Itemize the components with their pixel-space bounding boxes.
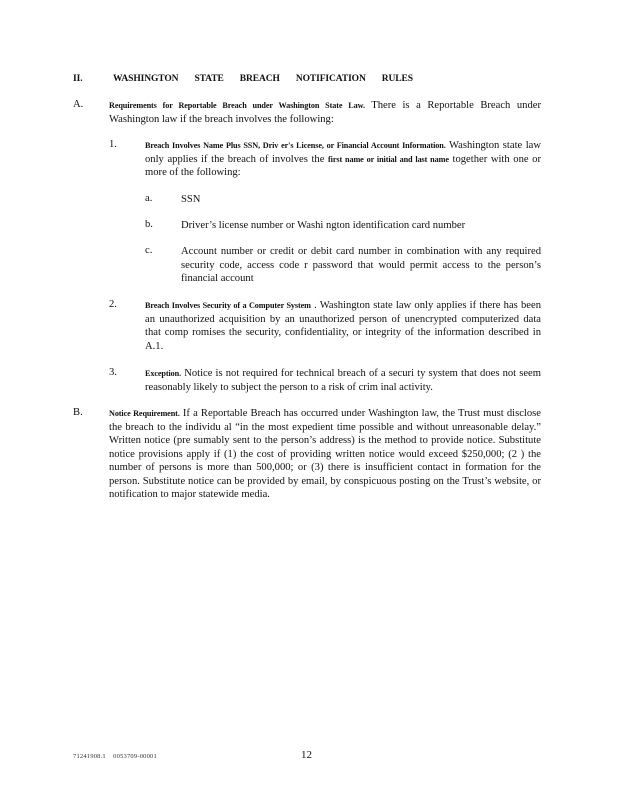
subitem-a-text: SSN (181, 194, 201, 205)
section-title-word: STATE (194, 74, 224, 84)
section-heading (73, 74, 413, 88)
subitem-c-text: Account number or credit or debit card number in combination with any required security code, access code r password that would permit access to the person’s financial account (181, 246, 541, 284)
item-2-paragraph (145, 299, 541, 353)
item-1-heading-2: first name or initial and last name (328, 154, 449, 164)
item-1-text-2: together with one or more of the following: (145, 153, 542, 178)
item-1-paragraph (145, 139, 541, 180)
page-number: 12 (301, 749, 312, 761)
subitem-b-text: Driver’s license number or Washi ngton identification card number (181, 220, 466, 231)
part-b-label: B. (73, 407, 83, 418)
subitem-a-label: a. (145, 193, 153, 204)
footer-document-id: 71241908.1 0053709-00001 (73, 753, 157, 760)
part-a-heading: Requirements for Reportable Breach under Washington State Law. (109, 101, 365, 110)
part-a-text: There is a Reportable Breach under Washington law if the breach involves the following: (109, 100, 541, 125)
part-a-label: A. (73, 99, 84, 110)
part-b-text: If a Reportable Breach has occurred under Washington law, the Trust must disclose the breach to the individu al “in the most expedient time possible and without unreasonable delay.” Written notice (pre sumably sent to the person’s address) is the method to provide notice. Substitute notice provisions apply if (1) the cost of providing written notice would exceed $250,000; (2 ) the number of persons is more than 500,000; or (3) there is insufficient contact in formation for the person. Substitute notice can be provided by email, by conspicuous posting on the Trust’s website, or notification to major statewide media. (109, 408, 541, 500)
item-1-heading: Breach Involves Name Plus SSN, Driv er's License, or Financial Account Information. (145, 141, 446, 150)
item-2-text: . Washington state law only applies if there has been an unauthorized acquisition by an unauthorized person of unencrypted computerized data that comp romises the security, confidentiality, or integrity of the information described in A.1. (145, 300, 542, 352)
item-2-heading: Breach Involves Security of a Computer System (145, 301, 311, 310)
part-a-paragraph (109, 99, 541, 126)
section-title-word: RULES (381, 74, 413, 84)
item-2-label: 2. (109, 299, 117, 310)
item-3-paragraph (145, 367, 541, 394)
part-b-heading: Notice Requirement. (109, 409, 180, 418)
subitem-c-label: c. (145, 245, 153, 256)
item-3-label: 3. (109, 367, 117, 378)
item-3-text: Notice is not required for technical breach of a securi ty system that does not seem reasonably likely to subject the person to a risk of crim inal activity. (145, 368, 541, 393)
section-title-word: WASHINGTON (113, 74, 179, 84)
section-title-word: NOTIFICATION (295, 74, 366, 84)
section-title-word: BREACH (239, 74, 280, 84)
item-3-heading: Exception. (145, 369, 182, 378)
section-number: II. (73, 74, 83, 84)
part-b-paragraph (109, 407, 541, 502)
item-1-label: 1. (109, 139, 117, 150)
item-1-text: Washington state law only applies if the breach of involves the (145, 140, 541, 165)
subitem-b-label: b. (145, 219, 153, 230)
